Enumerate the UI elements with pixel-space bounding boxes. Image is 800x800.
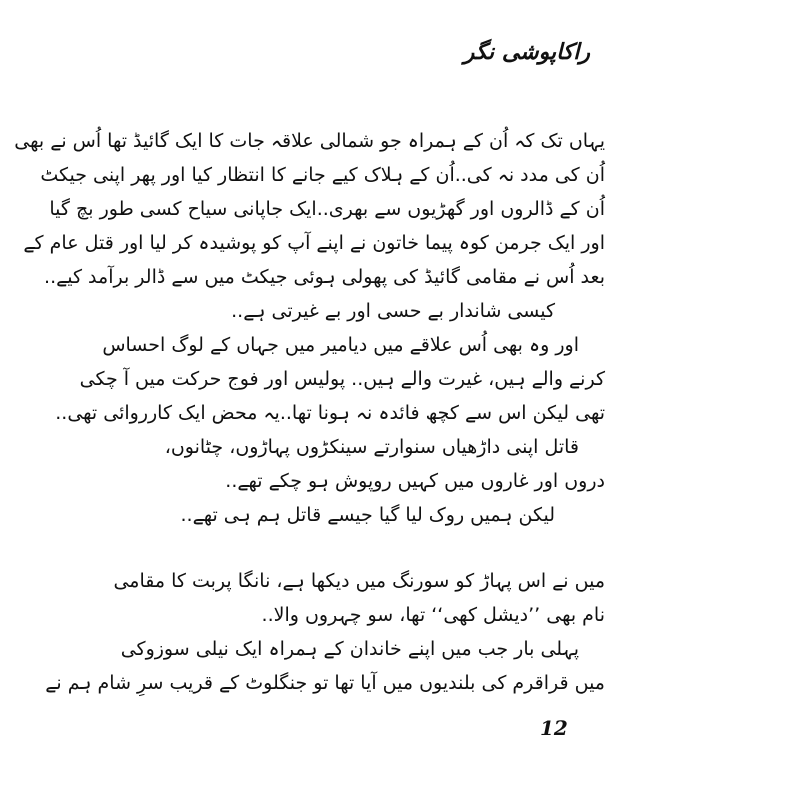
- page-number: 12: [540, 716, 568, 740]
- body-text: [14, 124, 605, 700]
- text-line: کیسی شاندار بے حسی اور بے غیرتی ہے..: [231, 300, 555, 322]
- text-line: اُن کے ڈالروں اور گھڑیوں سے بھری..ایک جاپانی سیاح کسی طور بچ گیا: [49, 198, 605, 220]
- text-line: لیکن ہمیں روک لیا گیا جیسے قاتل ہم ہی تھے..: [180, 504, 555, 526]
- text-line: پہلی بار جب میں اپنے خاندان کے ہمراہ ایک نیلی سوزوکی: [120, 638, 579, 660]
- text-line: دروں اور غاروں میں کہیں روپوش ہو چکے تھے..: [225, 470, 605, 492]
- text-line: تھی لیکن اس سے کچھ فائدہ نہ ہونا تھا..یہ محض ایک کارروائی تھی..: [55, 402, 605, 424]
- text-line: یہاں تک کہ اُن کے ہمراہ جو شمالی علاقہ جات کا ایک گائیڈ تھا اُس نے بھی: [14, 130, 605, 152]
- text-line: میں نے اس پہاڑ کو سورنگ میں دیکھا ہے، نانگا پربت کا مقامی: [113, 570, 605, 592]
- text-line: قاتل اپنی داڑھیاں سنوارتے سینکڑوں پہاڑوں، چٹانوں،: [164, 436, 579, 458]
- running-head-title: راکاپوشی نگر: [463, 40, 590, 65]
- text-line: اُن کی مدد نہ کی..اُن کے ہلاک کیے جانے کا انتظار کیا اور پھر اپنی جیکٹ: [40, 164, 605, 186]
- text-line: کرنے والے ہیں، غیرت والے ہیں.. پولیس اور فوج حرکت میں آ چکی: [79, 368, 605, 390]
- text-line: اور ایک جرمن کوہ پیما خاتون نے اپنے آپ کو پوشیدہ کر لیا اور قتل عام کے: [23, 232, 605, 254]
- text-line: بعد اُس نے مقامی گائیڈ کی پھولی ہوئی جیکٹ میں سے ڈالر برآمد کیے..: [44, 266, 605, 288]
- text-line: نام بھی ’’دیشل کھی‘‘ تھا، سو چہروں والا..: [261, 604, 605, 626]
- text-line: میں قراقرم کی بلندیوں میں آیا تھا تو جنگلوٹ کے قریب سرِ شام ہم نے: [45, 672, 605, 694]
- text-line: اور وہ بھی اُس علاقے میں دیامیر میں جہاں کے لوگ احساس: [102, 334, 579, 356]
- section-break: [185, 532, 605, 564]
